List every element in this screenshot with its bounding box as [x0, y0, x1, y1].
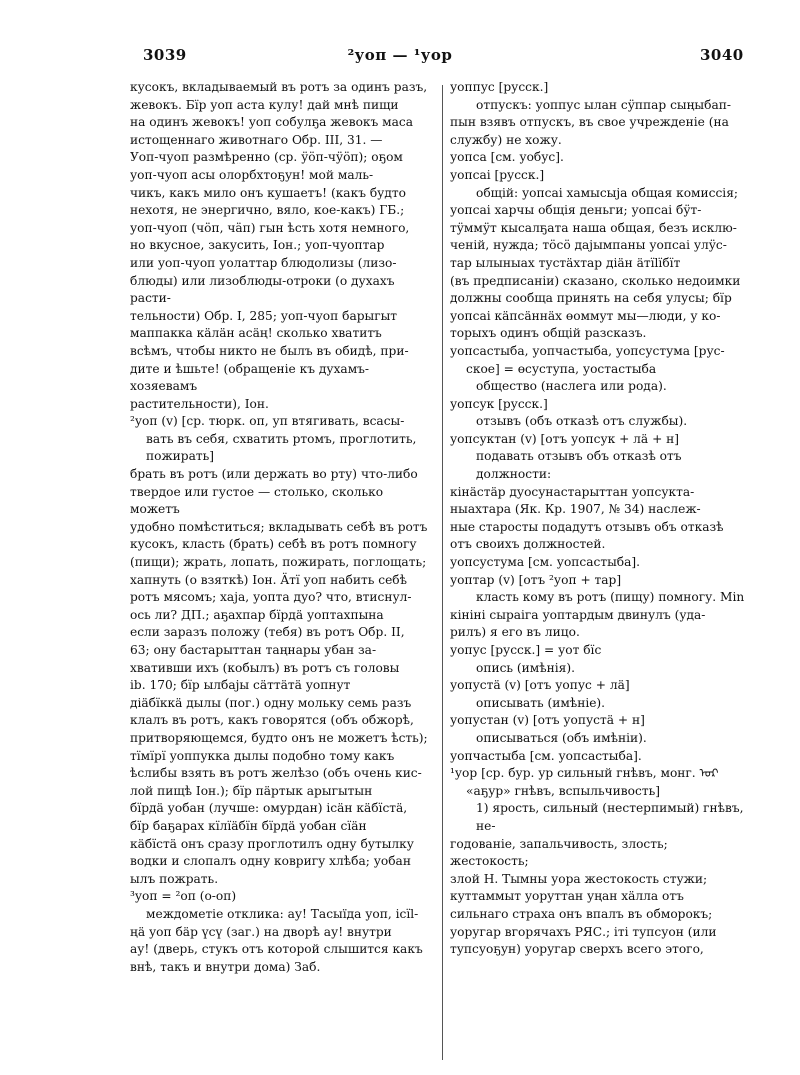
- text-line: сильнаго страха онъ впалъ въ обморокъ;: [450, 906, 713, 921]
- text-line: Уоп-чуоп размѣренно (ср. ӱӧп-чӱӧп); оҕом: [130, 150, 403, 165]
- text-line: брать въ ротъ (или держать во рту) что-либо: [130, 467, 418, 482]
- text-line: уопсуктан (v) [отъ уопсук + лä + н]: [450, 431, 680, 446]
- text-line: должны сообща принять на себя улусы; бїр: [450, 291, 732, 306]
- text-line: описываться (объ имѣніи).: [476, 730, 647, 745]
- text-line: торыхъ одинъ общій разсказъ.: [450, 326, 647, 341]
- text-line: тельности) Обр. I, 285; уоп-чуоп барыгыт: [130, 308, 398, 323]
- page-number-right: 3040: [700, 46, 744, 64]
- text-line: пожирать]: [146, 449, 214, 464]
- text-line: куттаммыт уоруттан уңан хäлла отъ: [450, 889, 684, 904]
- text-line: внѣ, такъ и внутри дома) Заб.: [130, 959, 321, 974]
- text-line: подавать отзывъ объ отказѣ отъ должности:: [476, 449, 682, 482]
- text-line: описывать (имѣніе).: [476, 695, 606, 710]
- text-line: тупсуоҕун) уоругар сверхъ всего этого,: [450, 942, 704, 957]
- text-line: бїр баҕарах кїлїäбїн бїрдä уобан сїäн: [130, 818, 367, 833]
- text-line: (пищи); жрать, лопать, пожирать, поглощать;: [130, 555, 427, 570]
- text-line: бїрдä уобан (лучше: омурдан) ісäн кäбїстä,: [130, 801, 408, 816]
- text-line: удобно помѣститься; вкладывать себѣ въ ротъ: [130, 519, 428, 534]
- text-line: уопустä (v) [отъ уопус + лä]: [450, 678, 630, 693]
- text-line: хапнуть (о взяткѣ) Іон. Äтї уоп набить себѣ: [130, 572, 407, 587]
- text-line: на одинъ жевокъ! уоп собулҕа жевокъ маса: [130, 115, 413, 130]
- text-line: дите и ѣшьте! (обращеніе къ духамъ-хозяевамъ: [130, 361, 370, 394]
- text-line: тїмїрї уоппукка дылы подобно тому какъ: [130, 748, 395, 763]
- text-line: уопус [русск.] = уот бїс: [450, 643, 602, 657]
- text-line: блюды) или лизоблюды-отроки (о духахъ расти-: [130, 273, 395, 306]
- text-line: кäбїстä онъ сразу проглотилъ одну бутылку: [130, 836, 414, 851]
- text-line: ченій, нужда; тӧсӧ дајымпаны уопсаі улӱс-: [450, 238, 727, 253]
- text-line: растительности), Іон.: [130, 396, 269, 411]
- text-line: ные старосты подадутъ отзывъ объ отказѣ: [450, 519, 724, 534]
- left-column: [130, 79, 435, 1069]
- text-line: ѣслибы взять въ ротъ желѣзо (объ очень кис-: [130, 766, 422, 781]
- text-line: если заразъ положу (тебя) въ ротъ Обр. II,: [130, 625, 405, 640]
- text-line: притворяющемся, будто онъ не можетъ ѣсть);: [130, 730, 428, 745]
- text-line: злой Н. Тымны уора жестокость стужи;: [450, 871, 708, 886]
- text-line: отпускъ: уоппус ылан сӱппар сыңыбап-: [476, 97, 731, 112]
- text-line: уопсаі [русск.]: [450, 167, 545, 182]
- text-line: уопустан (v) [отъ уопустä + н]: [450, 713, 645, 728]
- right-column: [450, 79, 750, 1069]
- text-line: ңä уоп бäр үсү (заг.) на дворѣ ау! внутри: [130, 924, 392, 939]
- text-line: ылъ пожрать.: [130, 871, 219, 886]
- running-header: ²уоп — ¹уор: [347, 46, 453, 64]
- text-line: отъ своихъ должностей.: [450, 537, 606, 552]
- text-line: ротъ мясомъ; хаја, уопта дуо? что, втиснул-: [130, 590, 412, 605]
- text-line: уоптар (v) [отъ ²уоп + тар]: [450, 572, 622, 587]
- text-line: уоп-чуоп (чӧп, чӓп) гын ѣсть хотя немного,: [130, 220, 410, 235]
- text-line: рилъ) я его въ лицо.: [450, 625, 580, 640]
- text-line: кінäстäр дуосунастарыттан уопсукта-: [450, 484, 695, 499]
- text-line: 63; ону бастарыттан таңнары убан за-: [130, 643, 377, 657]
- text-line: ¹уор [ср. бур. ур сильный гнѣвъ, монг. ᠤᠷ: [450, 766, 719, 781]
- column-divider: [442, 85, 443, 1060]
- text-line: вать въ себя, схватить ртомъ, проглотить,: [146, 431, 417, 446]
- text-line: уопчастыба [см. уопсастыба].: [450, 748, 642, 763]
- text-line: междометіе отклика: ау! Тасыïда уоп, ісїl-: [146, 906, 419, 921]
- text-line: твердое или густое — столько, сколько можетъ: [130, 484, 384, 517]
- text-line: клалъ въ ротъ, какъ говорятся (объ обжорѣ,: [130, 713, 414, 728]
- text-line: ось ли? ДП.; аҕахпар бїрдä уоптахпына: [130, 607, 384, 622]
- text-line: тӱммӱт кысалҕата наша общая, безъ исклю-: [450, 220, 737, 235]
- text-line: ³уоп = ²оп (о-оп): [130, 889, 237, 904]
- text-line: пын взявъ отпускъ, въ свое учрежденіе (на: [450, 115, 729, 130]
- text-line: хвативши ихъ (кобылъ) въ ротъ съ головы: [130, 660, 400, 675]
- text-line: ныахтара (Як. Кр. 1907, № 34) наслеж-: [450, 502, 701, 517]
- text-line: отзывъ (объ отказѣ отъ службы).: [476, 414, 688, 429]
- text-line: уоппус [русск.]: [450, 80, 549, 94]
- text-line: уопсаі харчы общія деньги; уопсаі бӱт-: [450, 203, 702, 218]
- text-line: діäбїккä дылы (пог.) одну мольку семь разъ: [130, 695, 412, 710]
- text-line: уопсук [русск.]: [450, 396, 548, 411]
- text-line: уоругар вгорячахъ РЯС.; іті тупсуон (или: [450, 924, 717, 939]
- text-line: уопсастыба, уопчастыба, уопсустума [рус-: [450, 343, 725, 358]
- text-line: водки и слопалъ одну ковригу хлѣба; уобан: [130, 854, 411, 869]
- text-line: службу) не хожу.: [450, 132, 562, 147]
- text-line: кініні сыраіга уоптардым двинулъ (уда-: [450, 607, 706, 622]
- text-line: опись (имѣнія).: [476, 660, 575, 675]
- text-line: маппакка кäлäн асäң! сколько хватитъ: [130, 326, 382, 341]
- text-line: кусокъ, класть (брать) себѣ въ ротъ помногу: [130, 537, 417, 552]
- text-line: общество (наслега или рода).: [476, 379, 667, 394]
- text-line: уоп-чуоп асы олорбхтоҕун! мой маль-: [130, 167, 374, 182]
- text-line: всѣмъ, чтобы никто не былъ въ обидѣ, при-: [130, 343, 409, 358]
- text-line: или уоп-чуоп уолаттар блюдолизы (лизо-: [130, 255, 397, 270]
- text-line: «аҕур» гнѣвъ, вспыльчивость]: [466, 783, 660, 798]
- text-line: истощеннаго животнаго Обр. III, 31. —: [130, 132, 383, 147]
- text-line: чикъ, какъ мило онъ кушаетъ! (какъ будто: [130, 185, 406, 200]
- text-line: но вкусное, закусить, Іон.; уоп-чуоптар: [130, 238, 385, 253]
- text-line: тар ылыныах тустäхтар діäн äтїlїбїт: [450, 255, 681, 270]
- text-line: нехотя, не энергично, вяло, кое-какъ) ГБ.;: [130, 203, 405, 218]
- text-line: (въ предписаніи) сказано, сколько недоимки: [450, 273, 741, 288]
- text-line: ib. 170; бїр ылбајы сäттäтä уопнут: [130, 678, 351, 693]
- text-line: класть кому въ ротъ (пищу) помногу. Міn: [476, 590, 745, 605]
- text-line: жевокъ. Бїр уоп аста кулу! дай мнѣ пищи: [130, 97, 399, 112]
- text-line: лой пищѣ Іон.); бїр пäртык арыгытын: [130, 783, 373, 798]
- text-line: ское] = өсуступа, уостастыба: [466, 361, 657, 376]
- text-line: общій: уопсаі хамысыја общая комиссія;: [476, 185, 739, 200]
- text-line: ²уоп (v) [ср. тюрк. оп, уп втягивать, всасы-: [130, 414, 405, 429]
- text-line: уопса [см. уобус].: [450, 150, 564, 165]
- text-line: годованіе, запальчивость, злость; жестокость;: [450, 836, 668, 869]
- text-line: ау! (дверь, стукъ отъ которой слышится какъ: [130, 942, 423, 957]
- text-line: 1) ярость, сильный (нестерпимый) гнѣвъ, не-: [476, 801, 744, 833]
- text-line: уопсустума [см. уопсастыба].: [450, 555, 641, 570]
- text-line: уопсаі кäпсäннäх өоммут мы—люди, у ко-: [450, 308, 721, 323]
- text-line: кусокъ, вкладываемый въ ротъ за одинъ разъ,: [130, 80, 428, 94]
- page-number-left: 3039: [143, 46, 187, 64]
